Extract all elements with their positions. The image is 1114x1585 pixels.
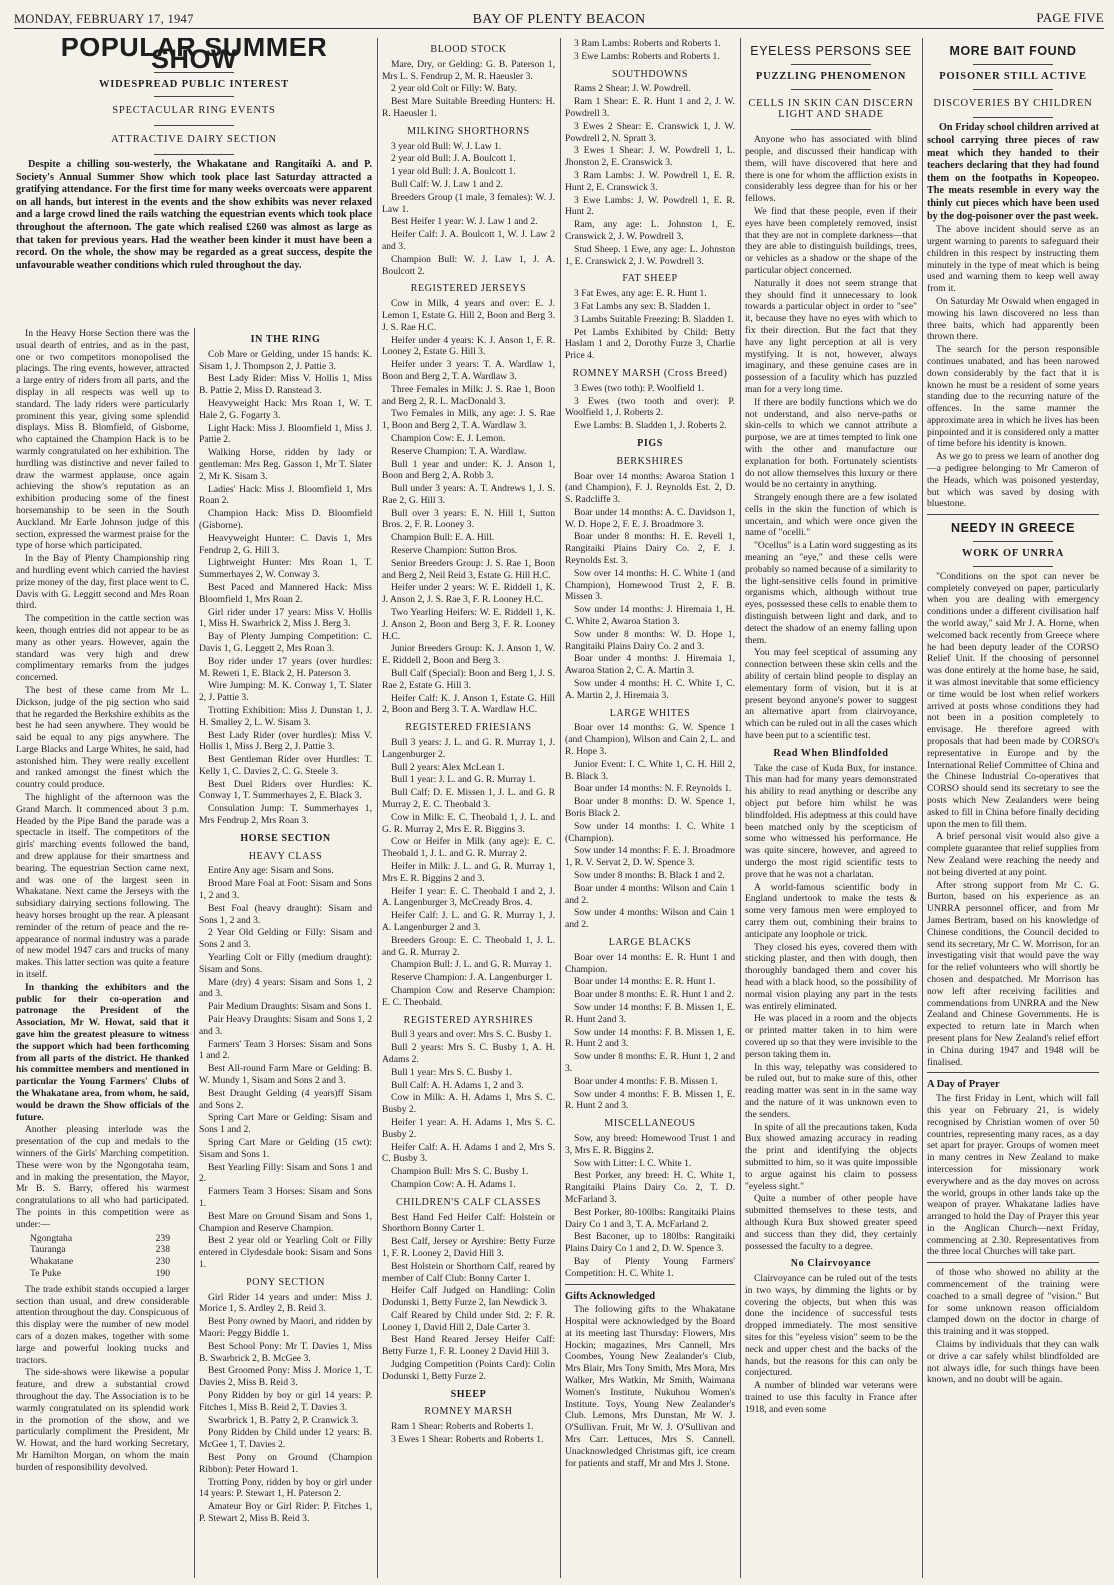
result-item: Pet Lambs Exhibited by Child: Betty Haslam 1 and 2, Dorothy Furze 3, Charlie Price 4. <box>565 326 735 362</box>
greece-paragraph: "Conditions on the spot can never be completely conveyed on paper, particularly when you are dealing with emergency conditions under a different civilisation half the world away," said Mr J. A. Horne, when welcomed back recently from Greece where he had been deputy leader of the CORSO Relief Unit. If the choosing of personnel was done entirely at the home base, he said, it was almost inevitable that some efficiency or time would be lost when relief workers arrived at posts whose conditions they had not been in a position completely to envisage. He therefore agreed with proposals that had been made by CORSO's representative in Europe and by the International Relief Committee of China and the Chinese Industrial Co-operatives that CORSO should send its secretary to see the posts which New Zealanders were being asked to fill in China before finally deciding upon the men to fill them. <box>927 570 1099 830</box>
result-item: Cob Mare or Gelding, under 15 hands: K. Sisam 1, J. Thompson 2, J. Pattie 3. <box>199 348 372 372</box>
result-item: 3 Ewes 2 Shear: E. Cranswick 1, J. W. Powdrell 2, N. Spratt 3. <box>565 120 735 144</box>
result-item: Ladies' Hack: Miss J. Bloomfield 1, Mrs Roan 2. <box>199 483 372 507</box>
divider <box>154 96 234 97</box>
result-item: Heifer Calf: J. L. and G. R. Murray 1, J. A. Langenburger 2 and 3. <box>382 910 555 933</box>
result-item: Best Hand Reared Jersey Heifer Calf: Betty Furze 1, F. R. Looney 2 David Hill 3. <box>382 1334 555 1358</box>
ring-results-column <box>199 328 372 1578</box>
result-item: Boar under 4 months: Wilson and Cain 1 and 2. <box>565 882 735 906</box>
result-item: Best Pony on Ground (Champion Ribbon): Peter Howard 1. <box>199 1451 372 1475</box>
result-item: Heavyweight Hunter: C. Davis 1, Mrs Fendrup 2, G. Hill 3. <box>199 532 372 556</box>
result-item: 3 Lambs Suitable Freezing: B. Sladden 1. <box>574 313 734 325</box>
result-item: Champion Cow: E. J. Lemon. <box>391 432 506 444</box>
result-item: Bull 2 years: Mrs S. C. Busby 1, A. H. Adams 2. <box>382 1042 555 1065</box>
result-item: Heavyweight Hack: Mrs Roan 1, W. T. Hale 2, G. Fogarty 3. <box>199 397 372 421</box>
bait-paragraph: The search for the person responsible continues unabated, and has been narowed down considerably by the fact that it is known he must be a resident of some years standing due to the recurring nature of the offences. In the same manner the approximate area in which he lives has been pinpointed and it is considered only a matter of time before his identity is known. <box>927 344 1099 450</box>
result-item: Bull 1 year and under: K. J. Anson 1, Boon and Berg 2, A. Robb 3. <box>382 458 555 482</box>
show-paragraph: The side-shows were likewise a popular feature, and drew a substantial crowd throughout the day. The Association is to be warmly congratulated on its splendid work in the promotion of the show, and we particularly compliment the President, Mr W. Howat, and the hard working Secretary, Mr Hamilton Morgan, on whom the main burden of responsibility devolved. <box>16 1367 189 1473</box>
eyeless-paragraph: Quite a number of other people have submitted themselves to these tests, and although Kura Bux showed greater speed and success than they did, they certainly possessed the faculty to a degree. <box>745 1193 917 1252</box>
result-item: Sow under 14 months: F. E. J. Broadmore 1, R. V. Servat 2, D. W. Spence 3. <box>565 845 735 869</box>
result-item: Girl Rider 14 years and under: Miss J. Morice 1, S. Ardley 2, B. Reid 3. <box>199 1291 372 1315</box>
result-item: Sow under 14 months: F. B. Missen 1, E. R. Hunt 2 and 3. <box>565 1026 735 1050</box>
ayrshires-heading: REGISTERED AYRSHIRES <box>403 1014 534 1026</box>
divider <box>973 117 1053 118</box>
result-item: Boar under 4 months: F. B. Missen 1. <box>574 1075 718 1087</box>
result-item: Heifer 1 year: E. C. Theobald 1 and 2, J. A. Langenburger 3, McCready Bros. 4. <box>382 885 555 909</box>
result-item: Champion Bull: J. L. and G. R. Murray 1. <box>391 959 552 971</box>
result-item: Heifer under 3 years: T. A. Wardlaw 1, Boon and Berg 2, T. A. Wardlaw 3. <box>382 359 555 382</box>
divider <box>154 125 234 126</box>
result-item: Best Mare on Ground Sisam and Sons 1, Champion and Reserve Champion. <box>199 1210 372 1234</box>
result-item: Boy rider under 17 years (over hurdles: M. Reweti 1, E. Black 2, H. Paterson 3. <box>199 655 372 679</box>
result-item: Heifer under 4 years: K. J. Anson 1, F. R. Looney 2, Estate G. Hill 3. <box>382 334 555 358</box>
show-title-block <box>16 38 372 328</box>
gifts-heading: Gifts Acknowledged <box>565 1290 656 1302</box>
eyeless-headline: EYELESS PERSONS SEE <box>750 44 912 58</box>
column-rule <box>377 38 378 1578</box>
show-article-column <box>16 328 189 1578</box>
greece-paragraph: A brief personal visit would also give a complete guarantee that relief supplies from New Zealand were reaching the needy and not being diverted at any point. <box>927 831 1099 878</box>
result-item: Best Hand Fed Heifer Calf: Holstein or Shorthorn Bonny Carter 1. <box>382 1211 555 1235</box>
result-item: Bull 2 years: Alex McLean 1. <box>391 761 505 773</box>
result-item: Bull 1 year: Mrs S. C. Busby 1. <box>391 1066 512 1078</box>
result-item: Spring Cart Mare or Gelding (15 cwt): Sisam and Sons 1. <box>199 1137 372 1160</box>
eyeless-paragraph: You may feel sceptical of assuming any connection between these skin cells and the ability of certain blind people to display an elementary form of vision, but it is at present beyond anyone's power to suggest an alternative apart from clairvoyance, which can be ruled out in all the cases which have been put to a scientific test. <box>745 647 917 742</box>
result-item: Best Gentleman Rider over Hurdles: T. Kelly 1, C. Davies 2, C. G. Steele 3. <box>199 754 372 777</box>
show-paragraph: The best of these came from Mr L. Dickson, judge of the pig section who said that he regarded the Berkshire exhibits as the best he had seen anywhere. They would be said be equal to any pigs anywhere. The Large Blacks and Large Whites, he said, had astonished him. They were really excellent and ranked amongst the finest which the country could produce. <box>16 684 189 791</box>
result-item: Ram 1 Shear: Roberts and Roberts 1. <box>391 1421 534 1433</box>
result-item: Brood Mare Foal at Foot: Sisam and Sons 1, 2 and 3. <box>199 878 372 902</box>
bait-headline: MORE BAIT FOUND <box>949 44 1077 58</box>
result-item: 3 Ewes 1 Shear: J. W. Powdrell 1, L. Jhonston 2, E. Cranswick 3. <box>565 145 735 169</box>
show-paragraph: In the Heavy Horse Section there was the usual dearth of entries, and as in the past, one or two competitors monopolised the placings. The ring events, however, attracted a large entry of riders from all parts, and the display in all respects was well up to standard. The lady riders were particularly prominent this year, giving some splendid displays. Miss B. Blomfield, of Gisborne, who captained the Champion Hack is to be warmly congratulated on her exhibition. The hurdling was distinctive and never failed to draw the warmest applause, once again achieving the show's reputation as an exhibition producing some of the finest horsemanship to be seen in the South Auckland. Mr Earle Johnson judge of this section, expressed the warmest praise for the type of horse which participated. <box>16 328 189 552</box>
large-whites-heading: LARGE WHITES <box>609 707 691 719</box>
show-subhead-1: WIDESPREAD PUBLIC INTEREST <box>98 78 289 90</box>
heavy-class-heading: HEAVY CLASS <box>248 850 323 862</box>
result-item: Boar under 4 months: J. Hiremaia 1, Awaroa Station 2, C. A. Martin 3. <box>565 653 735 677</box>
result-item: Breeders Group (1 male, 3 females): W. J. Law 1. <box>382 191 555 215</box>
show-headline: POPULAR SUMMER SHOW <box>60 38 328 74</box>
result-item: 3 Ram Lambs: Roberts and Roberts 1. <box>574 38 721 49</box>
result-item: Ram, any age: L. Johnston 1, E. Cranswick 2, J. W. Powdrell 3. <box>565 219 735 242</box>
southdowns-heading: SOUTHDOWNS <box>612 68 688 80</box>
result-item: Yearling Colt or Filly (medium draught): Sisam and Sons. <box>199 952 372 975</box>
large-blacks-heading: LARGE BLACKS <box>608 936 692 948</box>
result-item: Bay of Plenty Young Farmers' Competition: H. C. White 1. <box>565 1255 735 1279</box>
eyeless-paragraph: Naturally it does not seem strange that they should find it unnecessary to look towards a particular object in order to "see" it, because they have no eyes with which to fix their direction. But the fact that they have any light perception at all is very mystifying. It is not, however, always imaginary, and these genuine cases are in possession of a faculity which has puzzled man for a very long time. <box>745 277 917 395</box>
divider <box>154 154 234 155</box>
blindfolded-subhead: Read When Blindfolded <box>773 747 889 759</box>
result-item: Best Baconer, up to 180lbs: Rangitaiki Plains Dairy Co 1 and 2, D. W. Spence 3. <box>565 1231 735 1255</box>
bait-paragraph: As we go to press we learn of another dog—a pedigree belonging to Mr Cameron of the Heads, which was poisoned yesterday, but which was saved by dosing with bluestone. <box>927 451 1099 510</box>
result-item: Bull Calf (Special): Boon and Berg 1, J. S. Rae 2, Estate G. Hill 3. <box>382 668 555 691</box>
result-item: 3 Fat Ewes, any age: E. R. Hunt 1. <box>574 288 707 300</box>
cattle-results-column <box>382 38 555 1578</box>
result-item: Boar over 14 months: E. R. Hunt 1 and Champion. <box>565 951 735 975</box>
result-item: Sow under 14 months: I. C. White 1 (Champion). <box>565 820 735 844</box>
result-item: Entire Any age: Sisam and Sons. <box>208 865 334 877</box>
result-item: Best Calf, Jersey or Ayrshire: Betty Furze 1, F. R. Looney 2, David Hill 3. <box>382 1236 555 1259</box>
column-rule <box>922 38 923 1578</box>
result-item: Reserve Champion: J. A. Langenburger 1. <box>391 972 553 984</box>
result-item: Senior Breeders Group: J. S. Rae 1, Boon and Berg 2, Neil Reid 3, Estate G. Hill H.C. <box>382 557 555 581</box>
result-item: Best Mare Suitable Breeding Hunters: H. R. Haeusler 1. <box>382 96 555 119</box>
result-item: 3 Ewe Lambs: Roberts and Roberts 1. <box>574 50 720 62</box>
result-item: Two Females in Milk, any age: J. S. Rae 1, Boon and Berg 2, T. A. Wardlaw 3. <box>382 408 555 432</box>
result-item: Best 2 year old or Yearling Colt or Filly entered in Clydesdale book: Sisam and Sons 1. <box>199 1235 372 1270</box>
result-item: Best Pony owned by Maori, and ridden by Maori: Peggy Biddle 1. <box>199 1316 372 1339</box>
result-item: Heifer Calf Judged on Handling: Colin Dodunski 1, Betty Furze 2, Ian Newdick 3. <box>382 1285 555 1309</box>
berkshires-heading: BERKSHIRES <box>616 455 684 467</box>
result-item: Bull Calf: D. E. Missen 1, J. L. and G. R Murray 2, E. C. Theobald 3. <box>382 787 555 811</box>
result-item: Champion Cow and Reserve Champion: E. C. Theobald. <box>382 984 555 1008</box>
points-row: Tauranga 238 <box>30 1244 170 1256</box>
sheep-heading: SHEEP <box>450 1388 487 1400</box>
result-item: Pony Ridden by Child under 12 years: B. McGee 1, T. Davies 2. <box>199 1427 372 1451</box>
result-item: Reserve Champion: T. A. Wardlaw. <box>391 445 527 457</box>
result-item: Champion Bull: E. A. Hill. <box>391 532 495 544</box>
result-item: 3 Ewes 1 Shear: Roberts and Roberts 1. <box>391 1434 544 1446</box>
result-item: Bull Calf: W. J. Law 1 and 2. <box>391 178 503 190</box>
result-item: Best Yearling Filly: Sisam and Sons 1 and 2. <box>199 1161 372 1185</box>
jerseys-heading: REGISTERED JERSEYS <box>410 283 527 295</box>
result-item: Sow over 14 months: H. C. White 1 (and Champion), Homewood Trust 2, F. B. Missen 3. <box>565 567 735 603</box>
eyeless-paragraph: In this way, telepathy was considered to be ruled out, but to make sure of this, other reading matter was sent in in the same way and the nature of it was unknown even to the senders. <box>745 1061 917 1120</box>
result-item: 1 year old Bull: J. A. Boulcott 1. <box>391 166 516 178</box>
show-paragraph: In the Bay of Plenty Championship ring and hurdling event which carried the haviest prize money of the day, first place went to C. Davis with G. Leggitt second and Mrs Roan third. <box>16 553 189 612</box>
result-item: Best Lady Rider (over hurdles): Miss V. Hollis 1, Miss J. Berg 2, J. Pattie 3. <box>199 729 372 753</box>
result-item: Bull 3 years: J. L. and G. R. Murray 1, J. Langenburger 2. <box>382 737 555 760</box>
result-item: Trotting Exhibition: Miss J. Dunstan 1, J. H. Smalley 2, L. W. Sisam 3. <box>199 704 372 728</box>
result-item: Boar under 8 months: H. E. Revell 1, Rangitaiki Plains Dairy Co. 2, F. J. Reynolds Est. 3. <box>565 531 735 567</box>
divider <box>927 1262 1099 1263</box>
show-paragraph: The competition in the cattle section was keen, though entries did not appear to be as many as other years. However, again the standard was very high and drew complimentary remarks from the judges concerned. <box>16 613 189 684</box>
result-item: Sow under 4 months: F. B. Missen 1, E. R. Hunt 2 and 3. <box>565 1088 735 1112</box>
result-item: Cow in Milk: A. H. Adams 1, Mrs S. C. Busby 2. <box>382 1092 555 1116</box>
result-item: 3 Ewes (two tooth and over): P. Woolfield 1, J. Roberts 2. <box>565 395 735 419</box>
result-item: Sow, any breed: Homewood Trust 1 and 3, Mrs E. R. Biggins 2. <box>565 1132 735 1156</box>
eyeless-paragraph: A world-famous scientific body in England undertook to make the tests & some very famous men were employed to carry them out, combining their brains to anticipate any loophole or trick. <box>745 881 917 940</box>
result-item: Best Heifer 1 year: W. J. Law 1 and 2. <box>391 216 538 228</box>
result-item: Swarbrick 1, B. Patty 2, P. Cranwick 3. <box>208 1414 359 1426</box>
pigs-heading: PIGS <box>637 437 663 449</box>
result-item: Consulation Jump: T. Summerhayes 1, Mrs Fendrup 2, Mrs Roan 3. <box>199 803 372 827</box>
greece-subhead: WORK OF UNRRA <box>961 548 1065 560</box>
pony-section-heading: PONY SECTION <box>246 1276 325 1288</box>
prayer-paragraph: The first Friday in Lent, which will fall this year on February 21, is widely recognised by Christian women of over 50 countries, representing many races, as a day set apart for prayer. Groups of women meet in many centres in New Zealand to make intercession for missionary work everywhere and as the day moves on across the world, groups in other lands take up the weapon of prayer. Whakatane ladies have arranged to hold the Day of Prayer this year in the Anglican Church—next Friday, commencing at 2.30. Representatives from the three local Churches will take part. <box>927 1093 1099 1258</box>
result-item: Pair Heavy Draughts: Sisam and Sons 1, 2 and 3. <box>199 1014 372 1037</box>
result-item: Trotting Pony, ridden by boy or girl under 14 years: P. Stewart 1, H. Paterson 2. <box>199 1476 372 1500</box>
result-item: Junior Breeders Group: K. J. Anson 1, W. E. Riddell 2, Boon and Berg 3. <box>382 643 555 667</box>
result-item: 3 Ewe Lambs: J. W. Powdrell 1, E. R. Hunt 2. <box>565 194 735 218</box>
divider <box>927 514 1099 515</box>
eyeless-article-column <box>745 38 917 1578</box>
show-paragraph: The highlight of the afternoon was the Grand March. It commenced about 3 p.m. Headed by the Pipe Band the parade was a spectacle in itself. The competitors of the girls' marching events followed the band, and drew applause for their smartness and bearing. The equestrian Section came next, and was one of the largest seen in Whakatane. Next came the Jerseys with the subsidiary dairying sections following. The heavy horses brought up the rear. A pleasant reminder of the return of peace and the re-appearance of normal industry was a parade of new model 1947 cars and trucks of many makes. This latter section was quite a feature in itself. <box>16 792 189 981</box>
eyeless-paragraph: "Ocellus" is a Latin word suggesting as its meaning an "eye," and these cells were probably so named because of a similarity to the light-sensitive cells found in primitive organisms which, although without true eyes, possessed these cells to enable them to distinguish between light and dark, and to detect the shadow of an enemy falling upon them. <box>745 540 917 646</box>
result-item: Heifer Calf: J. A. Boulcott 1, W. J. Law 2 and 3. <box>382 229 555 252</box>
result-item: Farmers' Team 3 Horses: Sisam and Sons 1 and 2. <box>199 1038 372 1062</box>
blood-stock-heading: BLOOD STOCK <box>430 44 507 55</box>
result-item: Breeders Group: E. C. Theobald 1, J. L. and G. R. Murray 2. <box>382 934 555 958</box>
result-item: Ram 1 Shear: E. R. Hunt 1 and 2, J. W. Powdrell 3. <box>565 96 735 119</box>
result-item: Boar over 14 months: Awaroa Station 1 (and Champion), F. J. Reynolds Est. 2, D. S. Radcliffe 3. <box>565 470 735 506</box>
result-item: Best Foal (heavy draught): Sisam and Sons 1, 2 and 3. <box>199 902 372 926</box>
horse-section-heading: HORSE SECTION <box>240 832 331 844</box>
greece-paragraph: After strong support from Mr C. G. Burton, based on his experience as an UNRRA personnel officer, and from Mr James Bertram, based on his knowledge of Chinese conditions, the Council decided to send its secretary, Mr C. W. Morrison, for an investigating visit that would pave the way for the relief volunteers who will shortly be chosen and despatched. Mr Morrison has now left after receiving facilities and commendations from UNRRA and the New Zealand and Chinese Governments. He is expected to return late in March when present plans for New Zealand's relief effort in China during 1947 and 1948 will be finalised. <box>927 879 1099 1068</box>
result-item: Wire Jumping: M. K. Conway 1, T. Slater 2, J. Pattie 3. <box>199 680 372 704</box>
result-item: Best Porker, any breed: H. C. White 1, Rangitaiki Plains Dairy Co. 2, T. D. McFarland 3. <box>565 1170 735 1205</box>
column-rule <box>740 38 741 1578</box>
result-item: Champion Bull: W. J. Law 1, J. A. Boulcott 2. <box>382 253 555 277</box>
ring-heading: IN THE RING <box>250 334 321 345</box>
result-item: Sow under 8 months: W. D. Hope 1, Rangitaiki Plains Dairy Co. 2 and 3. <box>565 628 735 652</box>
eyeless-paragraph: A number of blinded war veterans were trained to use this faculty in France after 1918, and even some <box>745 1380 917 1415</box>
result-item: Heifer under 2 years: W. E. Riddell 1, K. J. Anson 2, J. S. Rae 3, F. R. Looney H.C. <box>382 582 555 606</box>
divider <box>973 64 1053 65</box>
result-item: 2 year old Bull: J. A. Boulcott 1. <box>391 153 516 165</box>
result-item: Bull under 3 years: A. T. Andrews 1, J. S. Rae 2, G. Hill 3. <box>382 483 555 506</box>
result-item: Boar under 14 months: E. R. Hunt 1. <box>574 976 716 988</box>
result-item: Sow under 4 months: Wilson and Cain 1 and 2. <box>565 907 735 931</box>
result-item: Amateur Boy or Girl Rider: P. Fitches 1, P. Stewart 2, Miss B. Reid 3. <box>199 1501 372 1524</box>
show-lead-paragraph: Despite a chilling sou-westerly, the Whakatane and Rangitaiki A. and P. Society's Annual Summer Show which took place last Saturday attracted a gratifying attendance. For the first time for many weeks overcoats were apparent on all hands, but interest in the events and the show exhibits was never relaxed and a large crowd lined the rails watching the equestrian events which took place throughout the afternoon. The gate which realised £260 was almost as large as that taken for previous years. Had the weather been kinder it must have been a record. On the whole, the show may be regarded as a great success, despite the unfavourable weather conditions which ruled throughout the day. <box>16 158 372 271</box>
result-item: Best Draught Gelding (4 years)ff Sisam and Sons 2. <box>199 1087 372 1111</box>
result-item: Boar under 8 months: D. W. Spence 1, Boris Black 2. <box>565 796 735 820</box>
bait-subhead-2: DISCOVERIES BY CHILDREN <box>933 97 1093 109</box>
page-header <box>14 6 1104 29</box>
result-item: Bull over 3 years: E. N. Hill 1, Sutton Bros. 2, F. R. Looney 3. <box>382 507 555 531</box>
result-item: Best Lady Rider: Miss V. Hollis 1, Miss B. Pattie 2, Miss D. Ranstead 3. <box>199 373 372 397</box>
divider <box>791 129 871 130</box>
result-item: Junior Event: I. C. White 1, C. H. Hill 2, B. Black 3. <box>565 758 735 782</box>
result-item: 3 year old Bull: W. J. Law 1. <box>391 140 502 152</box>
result-item: Heifer Calf: K. J. Anson 1, Estate G. Hill 2, Boon and Berg 3. T. A. Wardlaw H.C. <box>382 692 555 716</box>
result-item: Best Holstein or Shorthorn Calf, reared by member of Calf Club: Bonny Carter 1. <box>382 1260 555 1284</box>
bait-paragraph: The above incident should serve as an urgent warning to parents to safeguard their children in this respect by instructing them minutely in the type of meat which is being used and warning them to keep well away from it. <box>927 224 1099 295</box>
result-item: Best Duel Riders over Hurdles: K. Conway 1, T. Summerhayes 2, E. Black 3. <box>199 778 372 802</box>
romney-marsh-heading: ROMNEY MARSH <box>424 1406 513 1418</box>
fat-sheep-heading: FAT SHEEP <box>622 273 678 285</box>
gifts-paragraph: The following gifts to the Whakatane Hospital were acknowledged by the Board at its meeting last Thursday: Flowers, Mrs Hockin; magazines, Mrs Cannell, Mrs Coombes, Young New Zealander's Club, Mrs Blair, Mrs Tony Smith, Mrs Mora, Mrs Walker, Mrs Watkin, Mr Smith, Waimana Women's Institute, Nukuhou Women's Institute. Toys, Young New Zealander's Club. Lemons, Mrs Dunstan, Mr W. J. O'Sullivan. Fruit, Mr W. J. O'Sullivan and Mrs Carr. Lettuces, Mrs S. Cannell. Unacknowledged Christmas gift, ice cream for patients and staff, Mr and Mrs J. Stone. <box>565 1304 735 1469</box>
result-item: Walking Horse, ridden by lady or gentleman: Mrs Reg. Gasson 1, Mr T. Slater 2, Mr K. Sisam 3. <box>199 447 372 482</box>
result-item: Sow under 8 months: E. R. Hunt 1, 2 and 3. <box>565 1051 735 1074</box>
show-subhead-2: SPECTACULAR RING EVENTS <box>112 105 276 117</box>
result-item: Boar under 14 months: A. C. Davidson 1, W. D. Hope 2, F. E. J. Broadmore 3. <box>565 506 735 530</box>
result-item: Cow in Milk: E. C. Theobald 1, J. L. and G. R. Murray 2, Mrs E. R. Biggins 3. <box>382 811 555 835</box>
show-subhead-3: ATTRACTIVE DAIRY SECTION <box>111 134 277 146</box>
result-item: 3 Fat Lambs any sex: B. Sladden 1. <box>574 300 711 312</box>
calf-classes-heading: CHILDREN'S CALF CLASSES <box>395 1196 542 1208</box>
result-item: Girl rider under 17 years: Miss V. Hollis 1, Miss H. Swarbrick 2, Miss J. Berg 3. <box>199 606 372 630</box>
show-paragraph: Another pleasing interlude was the presentation of the cup and medals to the winners of the Girls' Marching competition. These were won by the Ngongotaha team, and in making the presentation, the Mayor, Mr B. S. Barry, offered his warmest congratulations to all who had participated. The points in this competition were as under:— <box>16 1124 189 1230</box>
result-item: Pair Medium Draughts: Sisam and Sons 1. <box>208 1001 372 1013</box>
points-row: Whakatane 230 <box>30 1256 170 1268</box>
eyeless-paragraph: Strangely enough there are a few isolated cells in the skin the function of which is uncertain, and which were once given the name of "ocelli." <box>745 492 917 539</box>
result-item: Champion Cow: A. H. Adams 1. <box>391 1178 516 1190</box>
result-item: Mare (dry) 4 years: Sisam and Sons 1, 2 and 3. <box>199 976 372 1000</box>
result-item: Sow with Litter: I. C. White 1. <box>574 1157 692 1169</box>
eyeless-paragraph: They closed his eyes, covered them with sticking plaster, and then with dough, then thoroughly bandaged them and cover his head with a black hood, so the possibility of normal vision playing any part in the tests was entirely eliminated. <box>745 941 917 1012</box>
result-item: Sow under 14 months: J. Hiremaia 1, H. C. White 2, Awaroa Station 3. <box>565 604 735 628</box>
marching-points-table <box>30 1233 170 1280</box>
miscellaneous-heading: MISCELLANEOUS <box>604 1118 696 1130</box>
result-item: Heifer 1 year: A. H. Adams 1, Mrs S. C. Busby 2. <box>382 1116 555 1140</box>
eyeless-subhead-2: CELLS IN SKIN CAN DISCERN LIGHT AND SHADE <box>748 97 914 121</box>
result-item: Boar under 8 months: E. R. Hunt 1 and 2. <box>574 989 734 1001</box>
result-item: Cow in Milk, 4 years and over: E. J. Lemon 1, Estate G. Hill 2, Boon and Berg 3. J. S. Rae H.C. <box>382 298 555 333</box>
points-row: Te Puke 190 <box>30 1267 170 1279</box>
newspaper-name: BAY OF PLENTY BEACON <box>472 12 646 27</box>
result-item: Judging Competition (Points Card): Colin Dodunski 1, Betty Furze 2. <box>382 1359 555 1382</box>
result-item: Bull 3 years and over: Mrs S. C. Busby 1. <box>391 1029 552 1041</box>
result-item: Cow or Heifer in Milk (any age): E. C. Theobald 1, J. L. and G. R. Murray 2. <box>382 836 555 860</box>
result-item: Champion Bull: Mrs S. C. Busby 1. <box>391 1166 529 1178</box>
eyeless-continuation: of those who showed no ability at the commencement of the training were coached to a small degree of "vision." But for some unknown reason officialdom clamped down on the doctor in charge of this training and it was stopped. <box>927 1267 1099 1338</box>
result-item: Rams 2 Shear: J. W. Powdrell. <box>574 83 691 95</box>
romney-cross-heading: ROMNEY MARSH (Cross Breed) <box>572 367 728 379</box>
result-item: Best Porker, 80-100lbs: Rangitaiki Plains Dairy Co 1 and 3, T. A. McFarland 2. <box>565 1206 735 1230</box>
result-item: Sow under 14 months: F. B. Missen 1, E. R. Hunt 2and 3. <box>565 1001 735 1025</box>
eyeless-continuation: Claims by individuals that they can walk or drive a car safely whilst blindfolded are not always idle, for such things have been known, and no doubt will be again. <box>927 1339 1099 1386</box>
right-column <box>927 38 1099 1578</box>
eyeless-paragraph: If there are bodily functions which we do not understand, and also nerve-paths or skin-cells to which we cannot attribute a purpose, we are at times tempted to link one with the other and manufacture our explanation for both. Fortunately scientists do not allow themselves this luxury or there would be no certainty in anything. <box>745 396 917 491</box>
result-item: Bay of Plenty Jumping Competition: C. Davis 1, G. Leggett 2, Mrs Roan 3. <box>199 631 372 654</box>
divider <box>973 89 1053 90</box>
result-item: Sow under 4 months: H. C. White 1, C. A. Martin 2, J. Hiremaia 3. <box>565 678 735 701</box>
bait-paragraph: On Saturday Mr Oswald when engaged in mowing his lawn discovered no less than three baits, which had apparently been thrown there. <box>927 295 1099 343</box>
prayer-heading: A Day of Prayer <box>927 1079 1000 1091</box>
eyeless-paragraph: In spite of all the precautions taken, Kuda Bux showed amazing accuracy in reading the print and identifying the objects submitted to him, so it was quite impossible to argue against his claim to possess "eyeless sight." <box>745 1121 917 1192</box>
bait-subhead-1: POISONER STILL ACTIVE <box>939 70 1087 82</box>
result-item: Mare, Dry, or Gelding: G. B. Paterson 1, Mrs L. S. Fendrup 2, M. R. Haeusler 3. <box>382 58 555 82</box>
result-item: Best Paced and Mannered Hack: Miss Bloomfield 1, Mrs Roan 2. <box>199 581 372 605</box>
result-item: 2 Year Old Gelding or Filly: Sisam and Sons 2 and 3. <box>199 927 372 951</box>
result-item: Heifer Calf: A. H. Adams 1 and 2, Mrs S. C. Busby 3. <box>382 1141 555 1165</box>
result-item: 3 Ewes (two toth): P. Woolfield 1. <box>574 382 705 394</box>
show-thanks-paragraph: In thanking the exhibitors and the public for their co-operation and patronage the President of the Association, Mr W. Howat, said that it gave him the greatest pleasure to witness the support which had been forthcoming from all parts of the district. He thanked his committee members and mentioned in particular the Young Farmers' Clubs of the Whakatane area, from whom, he said, would be drawn the Show officials of the future. <box>16 981 189 1123</box>
eyeless-subhead-1: PUZZLING PHENOMENON <box>755 70 907 82</box>
result-item: 3 Ram Lambs: J. W. Powdrell 1, E. R. Hunt 2, E. Cranswick 3. <box>565 169 735 193</box>
milking-shorthorns-heading: MILKING SHORTHORNS <box>407 125 530 137</box>
result-item: Three Females in Milk: J. S. Rae 1, Boon and Berg 2, R. L. MacDonald 3. <box>382 383 555 407</box>
bait-lead: On Friday school children arrived at school carrying three pieces of raw meat which they handed to their teachers declaring that they had found them on the footpaths in Kopeopeo. The meats resemble in every way the thinly cut pieces which have been used by the dog-poisoner over the past week. <box>927 122 1099 222</box>
result-item: Calf Reared by Child under Std. 2: F. R. Looney 1, David Hill 2, Dale Carter 3. <box>382 1309 555 1333</box>
points-row: Ngongtaha 239 <box>30 1232 170 1244</box>
divider <box>565 1284 735 1285</box>
result-item: Bull Calf: A. H. Adams 1, 2 and 3. <box>391 1079 524 1091</box>
result-item: Two Yearling Heifers: W. E. Riddell 1, K. J. Anson 2, Boon and Berg 3, F. R. Looney H.C. <box>382 607 555 642</box>
show-paragraph: The trade exhibit stands occupied a larger section than usual, and drew considerable attention throughout the day. Conspicuous of this display were the number of new model cars of a dozen makes, together with some large and powerful looking trucks and tractors. <box>16 1283 189 1366</box>
greece-headline: NEEDY IN GREECE <box>950 521 1076 536</box>
clairvoyance-subhead: No Clairvoyance <box>790 1258 872 1270</box>
result-item: Best Groomed Pony: Miss J. Morice 1, T. Davies 2, Miss B. Reid 3. <box>199 1365 372 1389</box>
divider <box>973 566 1053 567</box>
result-item: 2 year old Colt or Filly: W. Baty. <box>391 83 517 95</box>
divider <box>927 1072 1099 1073</box>
result-item: Spring Cart Mare or Gelding: Sisam and Sons 1 and 2. <box>199 1112 372 1136</box>
result-item: Champion Hack: Miss D. Bloomfield (Gisborne). <box>199 508 372 531</box>
eyeless-paragraph: Clairvoyance can be ruled out of the tests in two ways, by dimming the lights or by covering the objects, but when this was done the incidence of successful tests dropped immediately. The most sensitive sites for this "eyeless vision" seem to be the neck and upper chest and the backs of the hands, but the reasons for this can only be conjectured. <box>745 1273 917 1379</box>
issue-date: MONDAY, FEBRUARY 17, 1947 <box>14 12 194 26</box>
result-item: Best All-round Farm Mare or Gelding: B. W. Mundy 1, Sisam and Sons 2 and 3. <box>199 1063 372 1087</box>
pigs-results-column <box>565 38 735 1578</box>
result-item: Pony Ridden by boy or girl 14 years: P. Fitches 1, Miss B. Reid 2, T. Davies 3. <box>199 1389 372 1413</box>
result-item: Stud Sheep. 1 Ewe, any age: L. Johnston 1, E. Cranswick 2, J. W. Powdrell 3. <box>565 243 735 267</box>
friesians-heading: REGISTERED FRIESIANS <box>405 722 532 734</box>
page-number: PAGE FIVE <box>1036 10 1104 25</box>
result-item: Boar over 14 months: G. W. Spence 1 (and Champion), Wilson and Cain 2, L. and R. Hope 3. <box>565 722 735 758</box>
result-item: Sow under 8 months: B. Black 1 and 2. <box>574 870 725 881</box>
result-item: Bull 1 year: J. L. and G. R. Murray 1. <box>391 774 536 786</box>
eyeless-paragraph: He was placed in a room and the objects or printed matter taken in to him were covered up so that they were invisible to the person taking them in. <box>745 1013 917 1060</box>
column-rule <box>560 38 561 1578</box>
eyeless-paragraph: We find that these people, even if their eyes have been completely removed, insist that they are not in complete darkness—that they are able to distinguish buildings, trees, or vehicles as a shadow or the shape of the particular object concerned. <box>745 205 917 276</box>
result-item: Heifer in Milk: J. L. and G. R. Murray 1, Mrs E. R. Biggins 2 and 3. <box>382 861 555 884</box>
result-item: Boar under 14 months: N. F. Reynolds 1. <box>574 783 732 795</box>
eyeless-paragraph: Take the case of Kuda Bux, for instance. This man had for many years demonstrated his ability to read anything or describe any object put before him whilst he was blindfolded. His adeptness at this could have been matched only by the scepticism of some who witnessed his performance. He was quite sincere, however, and agreed to undergo the most rigid scientific tests to prove that he was not a charlatan. <box>745 762 917 880</box>
result-item: Ewe Lambs: B. Sladden 1, J. Roberts 2. <box>574 420 727 432</box>
divider <box>791 89 871 90</box>
divider <box>791 64 871 65</box>
result-item: Lightweight Hunter: Mrs Roan 1, T. Summerhayes 2, W. Conway 3. <box>199 557 372 581</box>
result-item: Best School Pony: Mr T. Davies 1, Miss B. Swarbrick 2, B. McGee 3. <box>199 1340 372 1364</box>
eyeless-paragraph: Anyone who has associated with blind people, and discussed their handicap with them, will have discovered that here and there is one for whom the affliction exists in considerably less degree than for his or her fellows. <box>745 134 917 205</box>
result-item: Reserve Champion: Sutton Bros. <box>391 545 518 557</box>
result-item: Farmers Team 3 Horses: Sisam and Sons 1. <box>199 1186 372 1209</box>
divider <box>973 541 1053 542</box>
result-item: Light Hack: Miss J. Bloomfield 1, Miss J. Pattie 2. <box>199 422 372 446</box>
column-rule <box>194 328 195 1578</box>
